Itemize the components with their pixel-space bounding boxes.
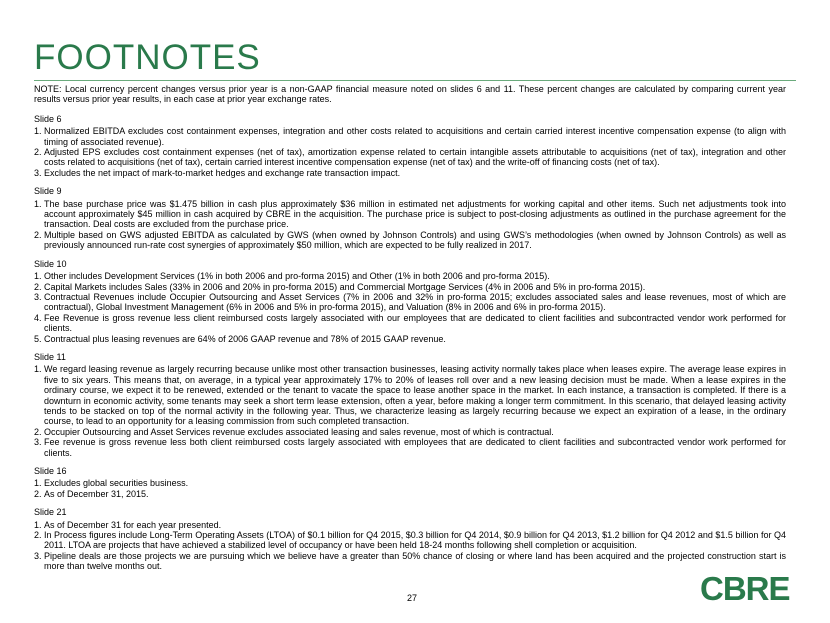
footnote-item [34,334,786,344]
footnote-item [34,282,786,292]
footnote-text: Multiple based on GWS adjusted EBITDA as calculated by GWS (when owned by Johnson Controls) and using GWS’s methodologies (when owned by Johnson Controls) as well as previously announced run-rate cost synergies of approximately $50 million, which are expected to be fully realized in 2017. [44,229,786,251]
footnote-number: 2. [34,229,42,240]
footnote-item [34,230,786,251]
footnote-text: Pipeline deals are those projects we are pursuing which we believe have a greater than 50% chance of closing or where land has been acquired and the projected construction start is more than twelve months out. [44,550,786,572]
footnote-item [34,489,786,499]
footnote-number: 1. [34,271,42,282]
footnote-item [34,199,786,230]
section-label: Slide 21 [34,507,67,518]
footnote-number: 1. [34,478,42,489]
footnote-section [34,507,786,571]
note-paragraph: NOTE: Local currency percent changes versus prior year is a non-GAAP financial measure noted on slides 6 and 11. These percent changes are calculated by comparing current year results versus prior year results, in each case at prior year exchange rates. [34,84,786,105]
footnote-number: 3. [34,550,42,561]
footnote-text: In Process figures include Long-Term Operating Assets (LTOA) of $0.1 billion for Q4 2015, $0.3 billion for Q4 2014, $0.9 billion for Q4 2013, $1.2 billion for Q4 2012 and $1.5 billion for Q4 2011. LTOA are projects that have achieved a stabilized level of occupancy or have been held 18-24 months following shell completion or acquisition. [44,530,786,551]
footnote-text: We regard leasing revenue as largely recurring because unlike most other transaction businesses, leasing activity normally takes place when leases expire. The average lease expires in five to six years. This means that, on average, in a typical year approximately 17% to 20% of leases roll over and a new leasing decision must be made. When a lease expires in the ordinary course, we expect it to be renewed, extended or the tenant to vacate the space to lease another space in the market. In each instance, a transaction is completed. If there is a downturn in economic activity, some tenants may seek a short term lease extension, often a year, before making a longer term commitment. In this scenario, that delayed leasing activity tends to be stacked on top of the normal activity in the following year. Thus, we characterize leasing as largely recurring because we expect an expiration of a lease, in the ordinary course, to lead to an opportunity for a leasing commission from such completed transaction. [44,364,786,427]
footnote-number: 4. [34,312,42,323]
footnote-text: As of December 31 for each year presented. [44,519,222,530]
footnote-text: The base purchase price was $1.475 billion in cash plus approximately $36 million in estimated net adjustments for working capital and other items. Such net adjustments took into account approximately $45 million in cash acquired by CBRE in the acquisition. The purchase price is subject to post-closing adjustments as outlined in the purchase agreement for the transaction. Deal costs are excluded from the purchase price. [44,198,786,230]
footnote-list [34,520,786,572]
section-label: Slide 16 [34,466,67,476]
footnote-item [34,271,786,281]
footnote-number: 2. [34,147,42,158]
footnote-text: Excludes the net impact of mark-to-market hedges and exchange rate transaction impact. [44,167,401,178]
footnote-list [34,364,786,458]
footnote-number: 1. [34,519,42,530]
footnote-text: Other includes Development Services (1% in both 2006 and pro-forma 2015) and Other (1% in both 2006 and pro-forma 2015). [44,271,550,282]
footnote-text: Capital Markets includes Sales (33% in 2006 and 20% in pro-forma 2015) and Commercial Mortgage Services (4% in 2006 and 5% in pro-forma 2015). [44,281,646,292]
page-number: 27 [407,593,418,603]
footnote-item [34,530,786,551]
footnote-section [34,259,786,344]
footnote-item [34,520,786,530]
footnote-text: Adjusted EPS excludes cost containment expenses (net of tax), amortization expense related to certain intangible assets attributable to acquisitions (net of tax), integration and other costs related to acquisitions (net of tax), certain carried interest incentive compensation expense (net of tax) and the write-off of financing costs (net of tax). [44,147,786,168]
footnote-number: 2. [34,530,42,541]
footnote-list [34,126,786,178]
footnotes-body [34,84,786,580]
footnote-item [34,478,786,488]
footnote-item [34,292,786,313]
footnote-number: 1. [34,198,42,209]
footnote-number: 3. [34,291,42,302]
footnote-list [34,478,786,499]
footnote-item [34,437,786,458]
footnote-item [34,364,786,426]
footnote-number: 3. [34,437,42,448]
footnote-number: 2. [34,488,42,499]
footnote-text: Contractual Revenues include Occupier Outsourcing and Asset Services (7% in 2006 and 32% in pro-forma 2015; excludes associated sales and lease revenues, most of which are contractual), Global Investment Management (6% in 2006 and 5% in pro-forma 2015), and Valuation (8% in 2006 and 6% in pro-forma 2015). [44,291,786,313]
section-label: Slide 10 [34,258,67,269]
footnote-list [34,271,786,344]
footnote-item [34,168,786,178]
footnote-number: 2. [34,281,42,292]
footnote-text: As of December 31, 2015. [44,488,149,499]
footnote-item [34,147,786,168]
footnote-section [34,466,786,499]
footnote-item [34,313,786,334]
section-label: Slide 6 [34,113,62,124]
footnote-text: Fee Revenue is gross revenue less client reimbursed costs largely associated with our employees that are dedicated to client facilities and subcontracted vendor work performed for clients. [44,312,786,334]
footnote-section [34,352,786,458]
footnote-item [34,427,786,437]
cbre-logo: CBRE [700,570,790,607]
footnote-text: Contractual plus leasing revenues are 64% of 2006 GAAP revenue and 78% of 2015 GAAP revenue. [44,333,446,344]
footnote-item [34,551,786,572]
footnote-section [34,114,786,178]
footnote-number: 1. [34,364,42,375]
footnote-number: 2. [34,426,42,437]
footnote-list [34,199,786,251]
section-label: Slide 9 [34,186,62,197]
footnote-number: 3. [34,167,42,178]
page-title: FOOTNOTES [34,38,261,77]
footnote-item [34,126,786,147]
footnote-text: Occupier Outsourcing and Asset Services revenue excludes associated leasing and sales revenue, most of which is contractual. [44,426,554,437]
footnote-text: Excludes global securities business. [44,478,189,489]
section-label: Slide 11 [34,351,66,362]
footnote-sections [34,114,786,572]
footnote-text: Normalized EBITDA excludes cost containment expenses, integration and other costs related to acquisitions and certain carried interest incentive compensation expense (to align with timing of associated revenue). [44,126,786,147]
footnote-number: 1. [34,126,42,137]
footnote-text: Fee revenue is gross revenue less both client reimbursed costs largely associated with employees that are dedicated to client facilities and subcontracted vendor work performed for clients. [44,437,786,458]
footnote-number: 5. [34,333,42,344]
footnote-section [34,186,786,250]
title-divider [34,80,796,81]
